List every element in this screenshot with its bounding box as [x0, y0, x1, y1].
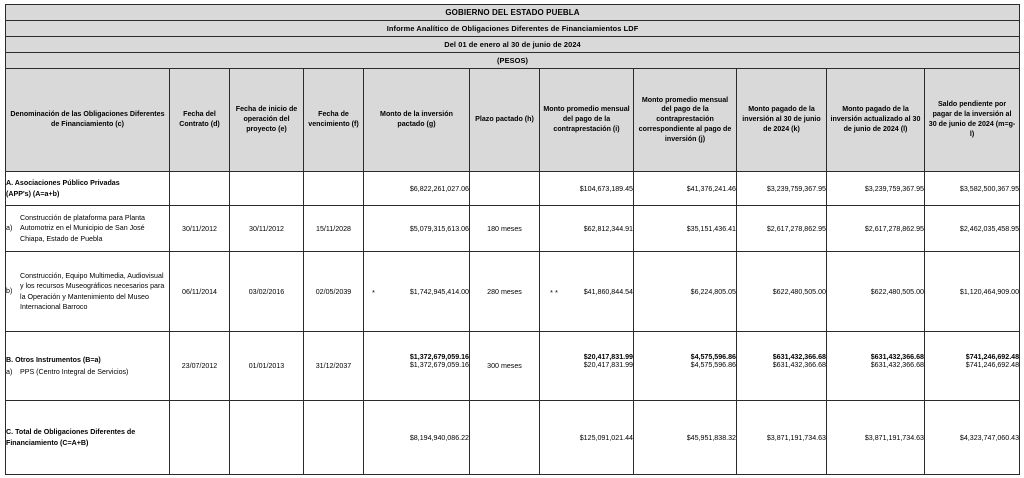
item-letter: b) — [6, 287, 13, 296]
cell-plazo — [470, 401, 540, 475]
cell-saldo-pendiente: $4,323,747,060.43 — [925, 401, 1020, 475]
cell-fecha-contrato-value: 23/07/2012 — [181, 362, 218, 370]
cell-fecha-vencimiento: 15/11/2028 — [304, 206, 364, 252]
cell-monto-inversion-value: $1,742,945,414.00 — [409, 287, 469, 296]
item-name: Construcción de plataforma para Planta Automotriz en el Municipio de San José Chiapa, Estado de Puebla — [20, 214, 145, 243]
column-header-monto-inversion: Monto de la inversión pactado (g) — [364, 69, 470, 172]
section-b-promedio-inversion: $4,575,596.86 — [690, 353, 736, 361]
row-label-section-a — [6, 172, 170, 206]
cell-promedio-inversion: $41,376,241.46 — [634, 172, 737, 206]
cell-fecha-inicio-value: 01/01/2013 — [248, 362, 285, 370]
table-row — [6, 172, 1020, 206]
column-header-pagado-actualizado: Monto pagado de la inversión actualizado al 30 de junio de 2024 (l) — [827, 69, 925, 172]
item-name: PPS (Centro Integral de Servicios) — [20, 367, 129, 376]
cell-promedio-inversion-value: $4,575,596.86 — [690, 361, 736, 369]
obligations-report-table — [5, 4, 1020, 475]
section-b-pagado-inversion: $631,432,366.68 — [772, 353, 826, 361]
cell-fecha-contrato — [170, 332, 230, 401]
cell-promedio-contraprestacion: $125,091,021.44 — [540, 401, 634, 475]
section-a-heading-line1: A. Asociaciones Público Privadas — [6, 179, 120, 188]
total-c-heading-line2: Financiamiento (C=A+B) — [6, 438, 89, 447]
cell-fecha-vencimiento-value: 31/12/2037 — [315, 362, 352, 370]
cell-monto-inversion-value: $1,372,679,059.16 — [409, 361, 469, 369]
cell-fecha-inicio — [230, 332, 304, 401]
item-letter: a) — [6, 224, 13, 233]
report-units: (PESOS) — [6, 53, 1020, 69]
cell-promedio-inversion: $35,151,436.41 — [634, 206, 737, 252]
cell-monto-inversion: $8,194,940,086.22 — [364, 401, 470, 475]
cell-pagado-actualizado — [827, 332, 925, 401]
cell-saldo-pendiente: $3,582,500,367.95 — [925, 172, 1020, 206]
cell-pagado-actualizado: $3,239,759,367.95 — [827, 172, 925, 206]
report-period: Del 01 de enero al 30 de junio de 2024 — [6, 37, 1020, 53]
item-name: Construcción, Equipo Multimedia, Audiovisual y los recursos Museográficos necesarios para la Operación y Mantenimiento del Museo Internacional Barroco — [20, 272, 165, 311]
row-label-total-c — [6, 401, 170, 475]
cell-fecha-inicio: 30/11/2012 — [230, 206, 304, 252]
cell-plazo: 180 meses — [470, 206, 540, 252]
table-header-row — [6, 69, 1020, 172]
cell-fecha-contrato: 30/11/2012 — [170, 206, 230, 252]
cell-pagado-actualizado: $3,871,191,734.63 — [827, 401, 925, 475]
section-b-monto-inversion: $1,372,679,059.16 — [409, 353, 469, 361]
cell-plazo-value: 300 meses — [487, 362, 522, 370]
cell-monto-inversion: $5,079,315,613.06 — [364, 206, 470, 252]
report-title: Informe Analítico de Obligaciones Diferentes de Financiamientos LDF — [6, 21, 1020, 37]
title-row-period — [6, 37, 1020, 53]
column-header-pagado-inversion: Monto pagado de la inversión al 30 de junio de 2024 (k) — [737, 69, 827, 172]
column-header-fecha-inicio: Fecha de inicio de operación del proyecto (e) — [230, 69, 304, 172]
cell-monto-inversion — [364, 252, 470, 332]
report-org-title: GOBIERNO DEL ESTADO PUEBLA — [6, 5, 1020, 21]
footnote-marker-double: ** — [550, 287, 560, 297]
cell-saldo-pendiente-value: $741,246,692.48 — [965, 361, 1020, 369]
cell-pagado-inversion: $622,480,505.00 — [737, 252, 827, 332]
item-letter: a) — [6, 367, 13, 376]
cell-promedio-contraprestacion-value: $41,860,844.54 — [583, 287, 633, 296]
cell-fecha-vencimiento — [304, 332, 364, 401]
cell-pagado-actualizado: $2,617,278,862.95 — [827, 206, 925, 252]
table-row — [6, 401, 1020, 475]
title-row-report — [6, 21, 1020, 37]
column-header-plazo: Plazo pactado (h) — [470, 69, 540, 172]
cell-fecha-vencimiento — [304, 401, 364, 475]
cell-promedio-inversion: $6,224,805.05 — [634, 252, 737, 332]
table-row — [6, 332, 1020, 401]
cell-promedio-contraprestacion — [540, 332, 634, 401]
column-header-saldo-pendiente: Saldo pendiente por pagar de la inversión al 30 de junio de 2024 (m=g-l) — [925, 69, 1020, 172]
column-header-denominacion: Denominación de las Obligaciones Diferentes de Financiamiento (c) — [6, 69, 170, 172]
cell-fecha-vencimiento: 02/05/2039 — [304, 252, 364, 332]
cell-fecha-inicio — [230, 401, 304, 475]
cell-pagado-inversion: $3,239,759,367.95 — [737, 172, 827, 206]
cell-promedio-contraprestacion: $62,812,344.91 — [540, 206, 634, 252]
cell-pagado-inversion: $3,871,191,734.63 — [737, 401, 827, 475]
cell-pagado-inversion: $2,617,278,862.95 — [737, 206, 827, 252]
cell-fecha-contrato — [170, 172, 230, 206]
cell-pagado-actualizado-value: $631,432,366.68 — [870, 361, 924, 369]
column-header-fecha-vencimiento: Fecha de vencimiento (f) — [304, 69, 364, 172]
row-label-item-b1 — [6, 252, 170, 332]
cell-pagado-actualizado: $622,480,505.00 — [827, 252, 925, 332]
cell-fecha-inicio: 03/02/2016 — [230, 252, 304, 332]
cell-fecha-contrato — [170, 401, 230, 475]
cell-fecha-inicio — [230, 172, 304, 206]
cell-promedio-contraprestacion-value: $20,417,831.99 — [583, 361, 633, 369]
cell-saldo-pendiente: $2,462,035,458.95 — [925, 206, 1020, 252]
cell-promedio-inversion — [634, 332, 737, 401]
table-row — [6, 252, 1020, 332]
section-b-saldo-pendiente: $741,246,692.48 — [965, 353, 1020, 361]
column-header-promedio-inversion: Monto promedio mensual del pago de la contraprestación correspondiente al pago de inversión (j) — [634, 69, 737, 172]
column-header-fecha-contrato: Fecha del Contrato (d) — [170, 69, 230, 172]
cell-promedio-inversion: $45,951,838.32 — [634, 401, 737, 475]
total-c-heading-line1: C. Total de Obligaciones Diferentes de — [6, 428, 136, 437]
cell-pagado-inversion-value: $631,432,366.68 — [772, 361, 826, 369]
cell-plazo — [470, 332, 540, 401]
cell-plazo: 280 meses — [470, 252, 540, 332]
cell-fecha-vencimiento — [304, 172, 364, 206]
title-row-org — [6, 5, 1020, 21]
cell-saldo-pendiente — [925, 332, 1020, 401]
table-row — [6, 206, 1020, 252]
cell-plazo — [470, 172, 540, 206]
cell-saldo-pendiente: $1,120,464,909.00 — [925, 252, 1020, 332]
row-label-section-b — [6, 332, 170, 401]
row-label-item-a1 — [6, 206, 170, 252]
cell-monto-inversion — [364, 332, 470, 401]
cell-pagado-inversion — [737, 332, 827, 401]
cell-fecha-contrato: 06/11/2014 — [170, 252, 230, 332]
section-a-heading-line2: (APP's) (A=a+b) — [6, 189, 60, 198]
title-row-units — [6, 53, 1020, 69]
section-b-pagado-actualizado: $631,432,366.68 — [870, 353, 924, 361]
section-b-promedio-contraprestacion: $20,417,831.99 — [583, 353, 633, 361]
cell-monto-inversion: $6,822,261,027.06 — [364, 172, 470, 206]
cell-promedio-contraprestacion — [540, 252, 634, 332]
column-header-promedio-contraprestacion: Monto promedio mensual del pago de la contraprestación (i) — [540, 69, 634, 172]
section-b-heading-line1: B. Otros Instrumentos (B=a) — [6, 356, 101, 365]
cell-promedio-contraprestacion: $104,673,189.45 — [540, 172, 634, 206]
footnote-marker-single: * — [372, 287, 377, 297]
